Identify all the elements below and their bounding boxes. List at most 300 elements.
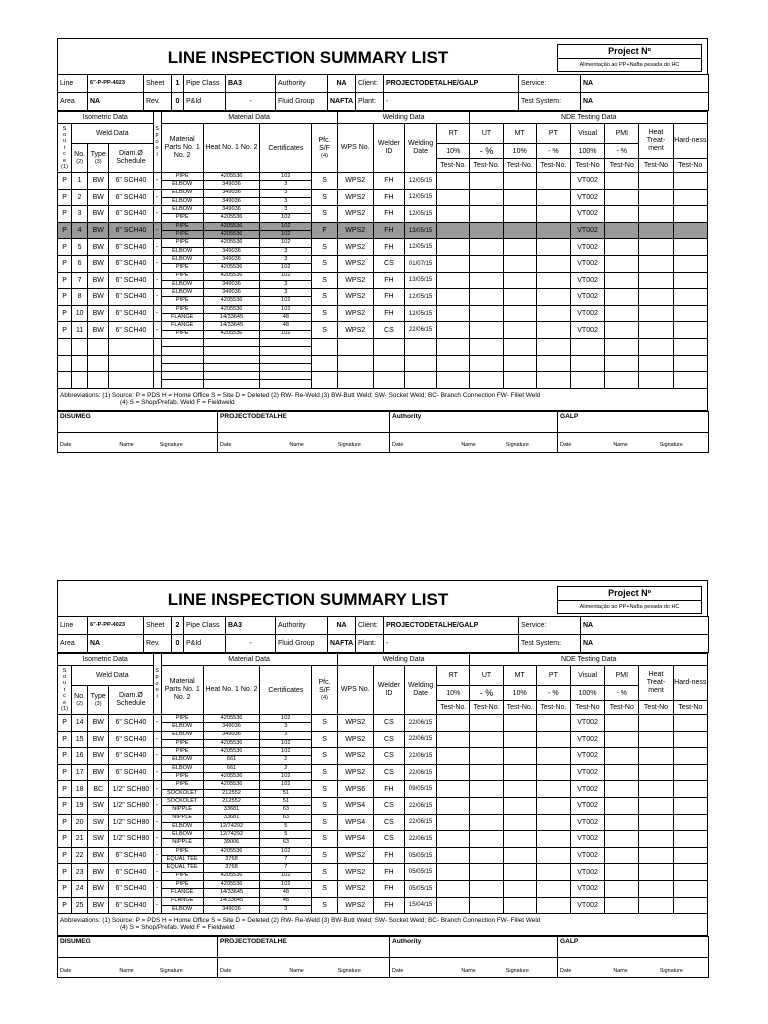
cell-ut [470,715,503,732]
cell-spool: - [153,731,161,748]
diam-header: Diam.Ø Schedule [109,144,153,173]
table-row[interactable] [58,206,708,214]
cell-heat-2: 4205536 [203,297,259,305]
cell-material-2: PIPE [161,297,203,305]
table-row[interactable] [58,715,708,723]
cell-heat-1: 4205536 [203,748,259,756]
cell-material-1: PIPE [161,715,203,723]
cell-heat-2: 349036 [203,905,259,913]
cell-material-2: EQUAL TEE [161,856,203,864]
cell-type: BW [88,748,109,765]
sheet-label: Sheet [144,617,172,635]
cell-cert-1: 48 [260,897,312,905]
pipe-class-label: Pipe Class [184,617,226,635]
cell-welding-date: 22/06/15 [405,322,437,339]
mt-header: MT [503,124,536,144]
cell-material-2: ELBOW [161,822,203,830]
table-row[interactable] [58,255,708,263]
cell-rt [437,189,470,206]
cell-material-2: PIPE [161,264,203,272]
spool-header: S p o o l [153,654,161,715]
type-header: Type (3) [88,144,109,173]
cell-welder: FH [373,272,404,289]
pt-header: PT [536,666,570,686]
cell-heat-1: 4205536 [203,272,259,280]
cell-pfc: S [312,814,337,831]
client-value: PROJECTODETALHE/GALP [384,617,519,635]
area-label: Area [58,635,88,653]
rev-label: Rev. [144,635,172,653]
cell-heat-treatment [639,864,673,881]
cell-cert-2: 7 [260,856,312,864]
cell-rt [437,831,470,848]
plant-value: - [384,93,519,111]
cell-ut [470,864,503,881]
wps-header: WPS No. [337,124,373,173]
cell-heat-treatment [639,831,673,848]
cell-hardness [673,797,707,814]
cell-wps: WPS2 [337,255,373,272]
cell-pfc: S [312,189,337,206]
cell-heat-1: 4205536 [203,880,259,888]
cell-hardness [673,322,707,339]
table-row[interactable] [58,880,708,888]
cell-pmi [605,173,639,190]
cell-spool: - [153,814,161,831]
cell-weld-no: 16 [72,748,88,765]
cell-type: BW [88,222,109,239]
pid-value: - [226,635,276,653]
cell-welding-date: 22/06/15 [405,748,437,765]
cell-material-2: PIPE [161,773,203,781]
table-row[interactable] [58,272,708,280]
cell-heat-treatment [639,764,673,781]
cell-heat-1: 4205536 [203,222,259,230]
pt-testno: Test-No. [536,701,570,715]
authority-value: NA [328,617,356,635]
cell-material-2: NIPPLE [161,806,203,814]
rev-value: 0 [172,635,184,653]
visual-pct: 100% [570,686,604,701]
cell-pt [536,289,570,306]
cell-pfc: S [312,831,337,848]
cell-visual: VT002 [570,173,604,190]
line-value: 6"-P-PP-4023 [88,75,144,93]
cell-wps: WPS2 [337,864,373,881]
cell-welder: FH [373,289,404,306]
cell-source: P [58,831,72,848]
cell-welding-date: 12/05/15 [405,206,437,223]
cell-wps: WPS2 [337,897,373,914]
cell-rt [437,305,470,322]
cell-spool: - [153,764,161,781]
pipe-class-value: BA3 [226,617,276,635]
cell-pt [536,731,570,748]
cell-heat-treatment [639,847,673,864]
cell-heat-1: 349036 [203,206,259,214]
hardness-testno: Test-No [673,701,707,715]
source-header: S o u r c e (1) [58,666,72,715]
cell-cert-1: 3 [260,189,312,197]
cell-visual: VT002 [570,781,604,798]
cell-type: BW [88,206,109,223]
cell-material-2: SOCKOLET [161,789,203,797]
cell-heat-treatment [639,173,673,190]
cell-ut [470,731,503,748]
cell-weld-no: 15 [72,731,88,748]
table-row[interactable] [58,814,708,822]
cell-weld-no: 14 [72,715,88,732]
cell-weld-no: 19 [72,797,88,814]
cell-rt [437,272,470,289]
cell-material-2: ELBOW [161,905,203,913]
diam-header: Diam.Ø Schedule [109,686,153,715]
cell-mt [503,239,536,256]
service-value: NA [581,617,709,635]
authority-label: Authority [276,75,328,93]
cell-cert-2: 51 [260,789,312,797]
table-row[interactable] [58,847,708,855]
cell-weld-no: 25 [72,897,88,914]
cell-pt [536,255,570,272]
cell-mt [503,731,536,748]
cell-heat-2: 349036 [203,247,259,255]
client-label: Client: [356,75,384,93]
cell-source: P [58,305,72,322]
cell-diam: 6" SCH40 [109,222,153,239]
cell-welder: FH [373,305,404,322]
sig-block[interactable]: Date Name Signature [218,958,390,978]
cell-ut [470,289,503,306]
cell-ut [470,748,503,765]
line-label: Line [58,75,88,93]
cell-cert-2: 102 [260,214,312,222]
cell-diam: 6" SCH40 [109,880,153,897]
cell-hardness [673,864,707,881]
cell-source: P [58,206,72,223]
cell-diam: 1/2" SCH80 [109,831,153,848]
cell-material-2: ELBOW [161,181,203,189]
cell-material-1: FLANGE [161,897,203,905]
cell-ut [470,305,503,322]
cell-material-1: PIPE [161,305,203,313]
cell-heat-2: 4205536 [203,739,259,747]
sig-block[interactable]: Date Name Signature [558,432,709,452]
cell-cert-2: 63 [260,839,312,847]
project-box [557,586,702,614]
cell-source: P [58,764,72,781]
sig-projectodetalhe: PROJECTODETALHE [218,411,390,432]
cell-ut [470,206,503,223]
cell-wps: WPS2 [337,173,373,190]
table-row[interactable] [58,897,708,905]
cell-weld-no: 3 [72,206,88,223]
wps-header: WPS No. [337,666,373,715]
cell-heat-treatment [639,289,673,306]
cell-wps: WPS2 [337,715,373,732]
pmi-header: PMI [605,666,639,686]
cell-ut [470,814,503,831]
cell-heat-1: 349036 [203,289,259,297]
no-header: No. (2) [72,686,88,715]
cell-rt [437,289,470,306]
cell-heat-treatment [639,781,673,798]
test-system-label: Test System: [519,635,581,653]
service-label: Service: [519,617,581,635]
cell-diam: 6" SCH40 [109,305,153,322]
visual-pct: 100% [570,144,604,159]
sig-galp: GALP [558,937,709,958]
cell-source: P [58,748,72,765]
table-row[interactable] [58,797,708,805]
table-row[interactable] [58,864,708,872]
cell-pfc: S [312,880,337,897]
cell-cert-1: 102 [260,305,312,313]
nde-header: NDE Testing Data [470,654,708,666]
cell-welding-date: 22/06/15 [405,797,437,814]
cell-mt [503,255,536,272]
heat-header: Heat No. 1 No. 2 [203,666,259,715]
cell-type: BW [88,715,109,732]
cell-hardness [673,239,707,256]
cell-visual: VT002 [570,764,604,781]
cell-welding-date: 13/05/15 [405,222,437,239]
cell-material-1: ELBOW [161,764,203,772]
table-row[interactable] [58,831,708,839]
cell-pt [536,831,570,848]
area-value: NA [88,93,144,111]
cell-material-2: PIPE [161,330,203,338]
cell-pmi [605,764,639,781]
pid-value: - [226,93,276,111]
cell-pfc: S [312,864,337,881]
certificates-header: Certificates [260,124,312,173]
cell-welder: CS [373,797,404,814]
table-row[interactable] [58,239,708,247]
cell-spool: - [153,173,161,190]
cell-welding-date: 13/05/15 [405,272,437,289]
cell-wps: WPS2 [337,206,373,223]
cell-source: P [58,173,72,190]
cell-mt [503,189,536,206]
sig-block[interactable]: Date Name Signature [218,432,390,452]
cell-heat-2: 39006 [203,839,259,847]
cell-type: BW [88,764,109,781]
cell-type: BW [88,847,109,864]
cell-pfc: S [312,797,337,814]
client-value: PROJECTODETALHE/GALP [384,75,519,93]
plant-label: Plant: [356,93,384,111]
cell-diam: 1/2" SCH80 [109,814,153,831]
cell-mt [503,764,536,781]
cell-heat-1: 4205536 [203,781,259,789]
cell-material-1: PIPE [161,222,203,230]
service-label: Service: [519,75,581,93]
sig-block[interactable]: Date Name Signature [58,432,218,452]
cell-heat-2: 212552 [203,789,259,797]
cell-welding-date: 12/05/15 [405,173,437,190]
type-header: Type (3) [88,686,109,715]
material-data-header: Material Data [161,654,337,666]
project-description: Alimentação ao PP+Nafta pesada do HC [558,58,701,71]
table-row[interactable] [58,781,708,789]
cell-diam: 6" SCH40 [109,731,153,748]
sheet-header [57,580,708,616]
cell-material-1: ELBOW [161,731,203,739]
cell-welding-date: 15/04/15 [405,897,437,914]
cell-cert-1: 3 [260,289,312,297]
cell-heat-treatment [639,715,673,732]
cell-source: P [58,781,72,798]
cell-diam: 6" SCH40 [109,847,153,864]
cell-type: BW [88,173,109,190]
cell-rt [437,748,470,765]
cell-mt [503,173,536,190]
table-row[interactable] [58,748,708,756]
cell-pmi [605,206,639,223]
mt-testno: Test-No. [503,701,536,715]
cell-pfc: S [312,305,337,322]
cell-weld-no: 6 [72,255,88,272]
cell-visual: VT002 [570,864,604,881]
pipe-class-label: Pipe Class [184,75,226,93]
cell-hardness [673,897,707,914]
cell-cert-1: 2 [260,764,312,772]
cell-mt [503,864,536,881]
cell-material-1: SOCKOLET [161,797,203,805]
cell-heat-treatment [639,731,673,748]
cell-heat-treatment [639,814,673,831]
rev-label: Rev. [144,93,172,111]
table-row[interactable] [58,173,708,181]
sheet-value: 2 [172,617,184,635]
cell-mt [503,715,536,732]
cell-cert-2: 3 [260,723,312,731]
cell-material-2: PIPE [161,231,203,239]
cell-diam: 6" SCH40 [109,289,153,306]
sheet-1 [57,38,708,453]
cell-pt [536,189,570,206]
cell-heat-1: 12/74292 [203,831,259,839]
hardness-header: Hard-ness [673,666,707,701]
pt-testno: Test-No. [536,159,570,173]
cell-cert-1: 102 [260,880,312,888]
cell-heat-2: 349036 [203,181,259,189]
cell-spool: - [153,831,161,848]
cell-material-2: PIPE [161,739,203,747]
cell-heat-treatment [639,797,673,814]
empty-row [58,355,708,363]
cell-material-1: ELBOW [161,206,203,214]
table-row[interactable] [58,189,708,197]
cell-cert-2: 102 [260,773,312,781]
cell-mt [503,272,536,289]
cell-spool: - [153,797,161,814]
welding-date-header: Welding Date [405,666,437,715]
cell-material-1: ELBOW [161,255,203,263]
cell-pmi [605,880,639,897]
cell-wps: WPS4 [337,797,373,814]
table-row[interactable] [58,322,708,330]
cell-material-2: PIPE [161,872,203,880]
sig-block[interactable]: Date Name Signature [390,958,558,978]
cell-heat-1: 212552 [203,797,259,805]
sig-block[interactable]: Date Name Signature [558,958,709,978]
weld-data-header: Weld Data [72,124,153,144]
weld-table [57,111,708,389]
cell-type: BW [88,731,109,748]
rt-pct: 10% [437,144,470,159]
cell-ut [470,847,503,864]
cell-heat-treatment [639,222,673,239]
cell-hardness [673,173,707,190]
cell-source: P [58,255,72,272]
cell-welder: FH [373,897,404,914]
table-row[interactable] [58,764,708,772]
cell-material-1: EQUAL TEE [161,864,203,872]
signature-table [57,936,709,978]
cell-heat-2: 14/33645 [203,889,259,897]
cell-welding-date: 22/06/15 [405,764,437,781]
isometric-data-header: Isometric Data [58,112,154,124]
cell-heat-1: 3768 [203,864,259,872]
cell-weld-no: 10 [72,305,88,322]
table-row[interactable] [58,305,708,313]
cell-material-1: PIPE [161,847,203,855]
authority-label: Authority [276,617,328,635]
cell-hardness [673,847,707,864]
cell-rt [437,322,470,339]
cell-cert-2: 63 [260,806,312,814]
cell-type: BW [88,272,109,289]
sig-block[interactable]: Date Name Signature [390,432,558,452]
cell-pt [536,781,570,798]
cell-welder: FH [373,239,404,256]
cell-weld-no: 23 [72,864,88,881]
ut-pct: - % [470,686,503,701]
hardness-testno: Test-No [673,159,707,173]
cell-heat-1: 4205536 [203,239,259,247]
sig-block[interactable]: Date Name Signature [58,958,218,978]
table-row[interactable] [58,222,708,230]
empty-row [58,372,708,380]
cell-pmi [605,272,639,289]
cell-mt [503,781,536,798]
cell-pfc: S [312,322,337,339]
cell-cert-1: 102 [260,748,312,756]
cell-pfc: S [312,239,337,256]
cell-material-2: PIPE [161,214,203,222]
pipe-class-value: BA3 [226,75,276,93]
table-row[interactable] [58,731,708,739]
cell-wps: WPS2 [337,272,373,289]
cell-welder: FH [373,206,404,223]
table-row[interactable] [58,289,708,297]
cell-source: P [58,222,72,239]
cell-welding-date: 09/05/15 [405,781,437,798]
cell-ut [470,239,503,256]
cell-heat-treatment [639,206,673,223]
cell-weld-no: 2 [72,189,88,206]
cell-source: P [58,289,72,306]
cell-source: P [58,272,72,289]
cell-pmi [605,897,639,914]
cell-cert-2: 102 [260,739,312,747]
cell-type: BW [88,897,109,914]
cell-welder: CS [373,831,404,848]
cell-source: P [58,797,72,814]
cell-welder: CS [373,731,404,748]
